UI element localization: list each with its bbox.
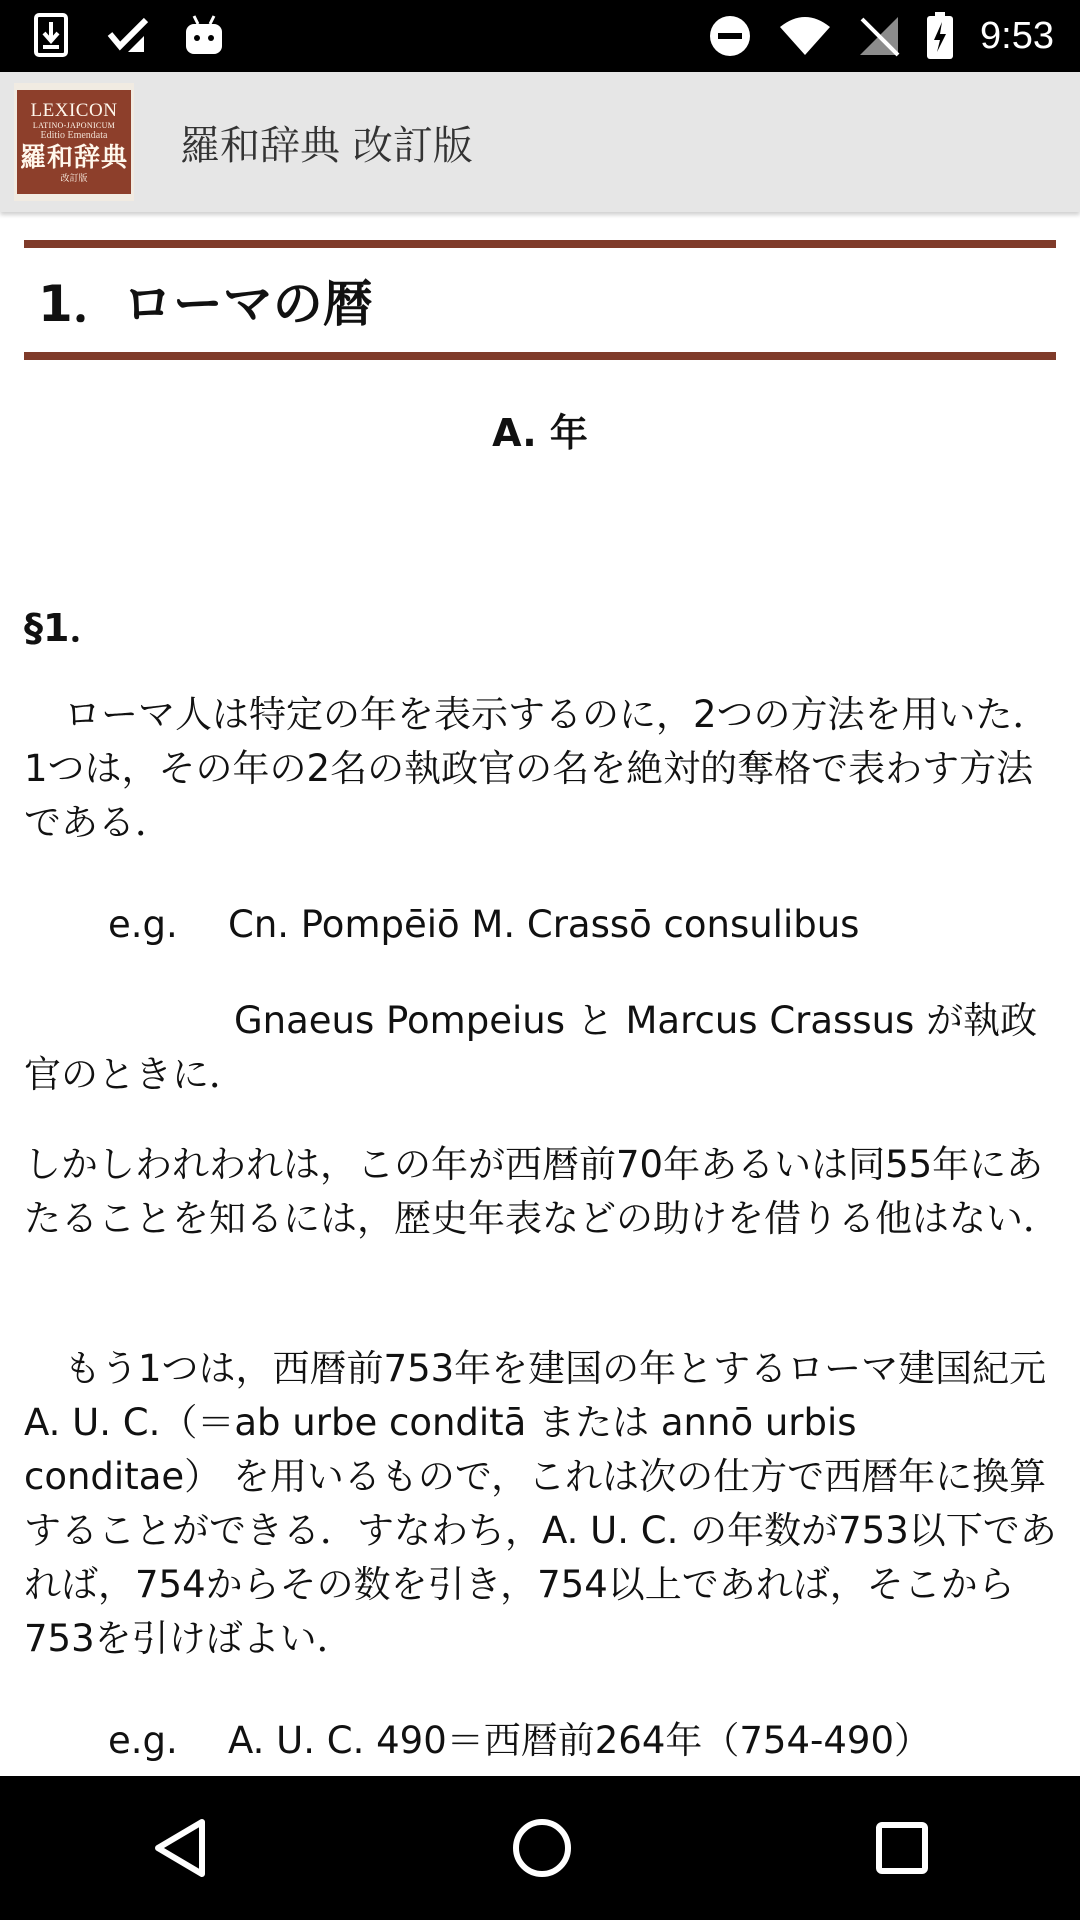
app-title: 羅和辞典 改訂版 <box>180 122 473 169</box>
logo-line5: 改訂版 <box>60 173 88 183</box>
paragraph-1: ローマ人は特定の年を表示するのに，2つの方法を用いた．1つは，その年の2名の執政官の名を絶対的奪格で表わす方法である． <box>24 693 1050 844</box>
logo-line3: Editio Emendata <box>40 130 108 141</box>
status-bar <box>0 0 1080 72</box>
section-heading: A. 年 <box>492 411 588 455</box>
app-bar <box>0 72 1080 212</box>
navigation-bar <box>0 1776 1080 1920</box>
example-1-translation: Gnaeus Pompeius と Marcus Crassus が執政官のときに． <box>24 999 1038 1096</box>
example-2-label: e.g. <box>108 1719 178 1762</box>
logo-line1: LEXICON <box>30 100 118 121</box>
chapter-title: 1．ローマの暦 <box>38 275 373 333</box>
back-icon[interactable] <box>150 1816 210 1880</box>
paragraph-3: もう1つは，西暦前753年を建国の年とするローマ建国紀元 A. U. C.（＝ab urbe conditā または annō urbis conditae） を用いるもので，これは次の仕方で西暦年に換算することができる．すなわち，A. U. C. の年数が753以下であれば，754からその数を引き，754以上であれば，そこから753を引けばよい． <box>24 1347 1057 1660</box>
paragraph-2: しかしわれわれは，この年が西暦前70年あるいは同55年にあたることを知るには，歴史年表などの助けを借りる他はない． <box>24 1143 1060 1240</box>
do-not-disturb-icon <box>708 14 752 58</box>
content-scroll-area[interactable] <box>0 222 1080 1776</box>
app-logo[interactable] <box>14 83 134 201</box>
example-2-text: A. U. C. 490＝西暦前264年（754-490） <box>228 1719 931 1762</box>
home-icon[interactable] <box>510 1816 574 1880</box>
clock: 9:53 <box>980 14 1054 57</box>
logo-line4: 羅和辞典 <box>19 143 128 172</box>
wifi-icon <box>778 15 832 57</box>
battery-charging-icon <box>926 12 954 60</box>
logo-book-cover <box>17 90 131 194</box>
example-1-latin: Cn. Pompēiō M. Crassō consulibus <box>228 903 860 946</box>
checklist-icon <box>106 14 150 58</box>
logo-line2: LATINO-JAPONICUM <box>32 121 116 130</box>
android-icon <box>184 14 224 58</box>
chapter-header <box>24 240 1056 360</box>
recents-icon[interactable] <box>874 1820 930 1876</box>
no-signal-icon <box>858 15 900 57</box>
example-1-label: e.g. <box>108 903 178 946</box>
paragraph-mark: §1． <box>24 606 108 650</box>
download-icon <box>34 13 72 59</box>
